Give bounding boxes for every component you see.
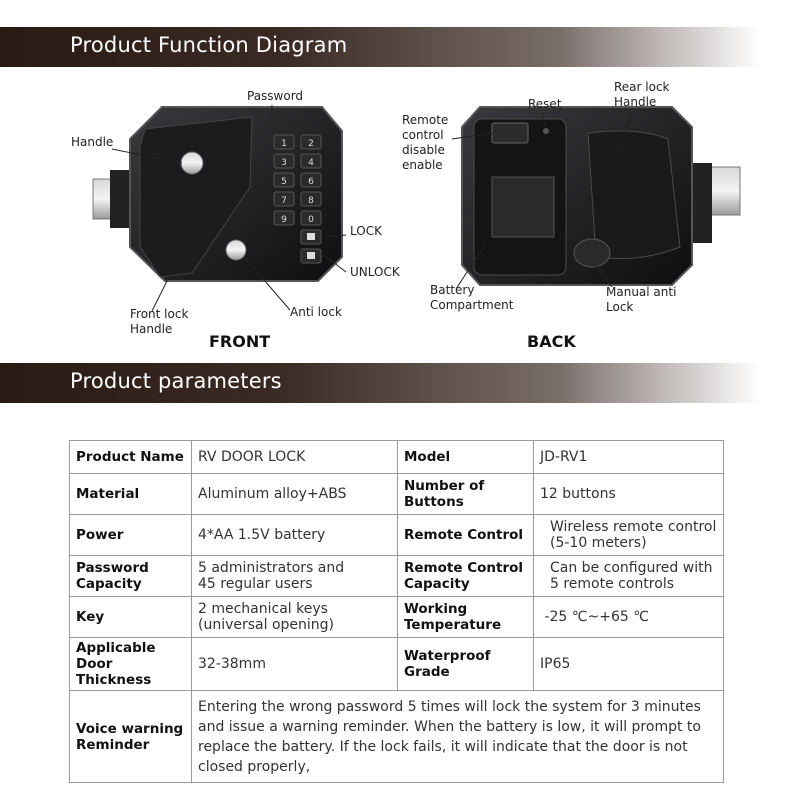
label-manual-anti-lock: Manual anti Lock	[606, 285, 677, 314]
label-battery-compartment: Battery Compartment	[430, 283, 514, 312]
lock-illustration	[0, 67, 800, 357]
param-value: 2 mechanical keys (universal opening)	[192, 597, 398, 638]
param-value: RV DOOR LOCK	[192, 441, 398, 474]
param-value: 4*AA 1.5V battery	[192, 515, 398, 556]
param-key: Material	[70, 474, 192, 515]
svg-text:4: 4	[308, 158, 314, 168]
label-unlock: UNLOCK	[350, 265, 400, 279]
svg-text:8: 8	[308, 196, 314, 206]
svg-text:1: 1	[281, 139, 287, 149]
front-lock	[93, 107, 342, 281]
table-row	[70, 597, 724, 638]
table-row	[70, 638, 724, 691]
param-key: Remote Control	[398, 515, 534, 556]
svg-text:5: 5	[281, 177, 287, 187]
front-side-plate	[110, 170, 132, 228]
param-key: Power	[70, 515, 192, 556]
param-value: Entering the wrong password 5 times will lock the system for 3 minutes and issue a warning reminder. When the battery is low, it will prompt to replace the battery. If the lock fails, it will indicate that the door is not closed properly,	[192, 691, 724, 783]
rf-switch	[492, 123, 528, 143]
param-value: JD-RV1	[534, 441, 724, 474]
param-key: Working Temperature	[398, 597, 534, 638]
back-side-plate	[690, 163, 712, 243]
reset-button	[543, 128, 549, 134]
param-value: 5 administrators and 45 regular users	[192, 556, 398, 597]
table-row	[70, 515, 724, 556]
svg-text:2: 2	[308, 139, 314, 149]
svg-text:6: 6	[308, 177, 314, 187]
label-anti-lock: Anti lock	[290, 305, 342, 319]
param-value: Wireless remote control (5-10 meters)	[534, 515, 724, 556]
table-row	[70, 474, 724, 515]
param-value: IP65	[534, 638, 724, 691]
label-reset: Reset	[528, 97, 562, 111]
label-rear-lock-handle: Rear lock Handle	[614, 80, 670, 109]
lock-key-icon	[307, 233, 315, 240]
manual-anti-lock	[574, 239, 610, 267]
parameters-table	[69, 440, 724, 783]
param-value: -25 ℃~+65 ℃	[534, 597, 724, 638]
svg-text:9: 9	[281, 215, 287, 225]
front-caption: FRONT	[209, 332, 271, 351]
param-value: 12 buttons	[534, 474, 724, 515]
param-key: Password Capacity	[70, 556, 192, 597]
param-value: Can be configured with 5 remote controls	[534, 556, 724, 597]
rear-lock-handle	[588, 131, 680, 259]
svg-text:3: 3	[281, 158, 287, 168]
section-title: Product parameters	[70, 369, 282, 393]
table-row	[70, 691, 724, 783]
param-key: Model	[398, 441, 534, 474]
anti-lock-knob	[226, 240, 246, 260]
param-key: Remote Control Capacity	[398, 556, 534, 597]
label-front-lock-handle: Front lock Handle	[130, 307, 189, 336]
back-caption: BACK	[527, 332, 576, 351]
svg-text:7: 7	[281, 196, 287, 206]
label-handle: Handle	[71, 135, 114, 149]
param-value: Aluminum alloy+ABS	[192, 474, 398, 515]
unlock-key-icon	[307, 252, 315, 259]
table-row	[70, 556, 724, 597]
back-lock	[462, 107, 740, 285]
label-lock: LOCK	[350, 224, 382, 238]
table-row	[70, 441, 724, 474]
param-key: Applicable Door Thickness	[70, 638, 192, 691]
section-banner-function	[0, 27, 800, 67]
label-password: Password	[247, 89, 304, 103]
product-function-diagram	[0, 67, 800, 357]
param-key: Waterproof Grade	[398, 638, 534, 691]
handle-knob	[181, 152, 203, 174]
param-value: 32-38mm	[192, 638, 398, 691]
section-banner-parameters	[0, 363, 800, 403]
svg-text:0: 0	[308, 215, 314, 225]
label-remote-control: Remote control disable enable	[402, 113, 449, 172]
param-key: Number of Buttons	[398, 474, 534, 515]
section-title: Product Function Diagram	[70, 33, 348, 57]
param-key: Key	[70, 597, 192, 638]
param-key: Product Name	[70, 441, 192, 474]
param-key: Voice warning Reminder	[70, 691, 192, 783]
back-sticker	[492, 177, 554, 237]
